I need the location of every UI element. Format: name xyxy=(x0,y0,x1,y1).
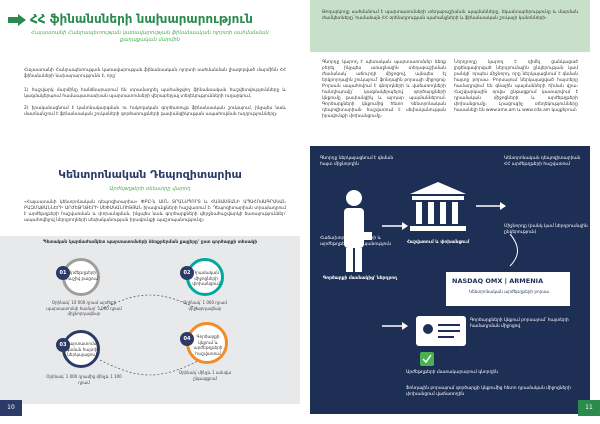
diagram-broker-desc: Գործարքների կնքում բորսայում՝ հայտերի համադրման միջոցով xyxy=(470,318,569,329)
step-1-number: 01 xyxy=(56,266,70,280)
diagram-bottom-1: Արժեթղթերի մատակարարում գնորդին xyxy=(406,370,498,375)
step-2-label: Դրամական միջոցների փոխանցում xyxy=(192,270,220,286)
right-page xyxy=(300,0,600,424)
column-left-text: Գնորդը կարող է պետական պարտատոմսեր ձեռք բերել ինչպես առաջնային տեղաբաշխման ժամանակ՝ աճուրդի միջոցով, այնպես էլ երկրորդային շուկայում՝ ֆոնդային բորսայի միջոցով։ Բորսան ապահովում է գնորդների և վաճառողների հանդիպումը՝ կազմակերպելով գործարքների կնքումը թափանցիկ և արդար պայմաններում։ Գործարքների կնքումից հետո Կենտրոնական դեպոզիտարիան հաշվառում է սեփականության իրավունքի փոխանցումը։ xyxy=(322,60,446,119)
section-subtitle: Արժեթղթերի ռեեստրը վարող xyxy=(109,186,191,192)
page-title: ՀՀ ֆինանսների նախարարություն xyxy=(30,12,253,26)
point-1-paragraph: 1) հաշվարկ մարմինը հանձնարարում են տրամադրել պահանջվող ֆինանսական հաշվետվությունները և կազմակերպում համապատասխան պարտատոմսերի վերաբերյալ տեղեկությունների ուղարկում, xyxy=(24,88,286,99)
diagram-broker-label: Միջնորդը (բանկ կամ ներդրումային ընկերություն) xyxy=(504,224,588,235)
certificate-icon xyxy=(416,316,466,346)
page-number-left: 10 xyxy=(0,400,22,416)
step-3-label: Պարտատոմսի գնման հայտի ներկայացում xyxy=(66,341,99,357)
step-1-note: Օրինակ՝ 10 000 դրամ արժեքի պարտատոմսի համար՝ 5 000 դրամ միջնորդավճար xyxy=(46,300,122,316)
diagram-buyer-mid: Հաճախորդի միջոցների և արժեթղթերի պահպանություն xyxy=(320,236,392,247)
top-panel-text: Թողարկողը սահմանում է պարտատոմսերի տեղաբաշխման պայմանները, եկամտաբերությունը և մարման ժամկետները՝ համաձայն ՀՀ օրենսդրության պահանջների և ֆինանսական շուկայի կանոնների։ xyxy=(322,10,578,21)
diagram-cda-mid: Հաշվառում և փոխանցում xyxy=(406,240,470,245)
section-body: «Հայաստանի կենտրոնական դեպոզիտարիա» ՓԲԸ-ն ԱՄՆ ՏՐԱՆՍՊՈՐՏ և ՀԱՅԱՍՏԱՆԻ ԱՊԱՀՈՎԱԳՐԱԿԱՆ ԲԱԶՄԱՔԱՆՆԵՐԻ ԱՐԺԵԹՂԹԵՐԻ ՍԵՓԱԿԱՆՈՒԹՅԱՆ իրավունքների հաշվառում է։ Դեպոզիտարիան տրամադրում է արժեթղթերի հաշվառման և փոխանցման, ինչպես նաև գործարքների վերջնահաշվարկի ծառայություններ՝ ապահովելով ներդրողների սեփականության իրավունքի պաշտպանությունը։ xyxy=(24,200,286,223)
steps-connector xyxy=(0,250,300,410)
nasdaq-caption: Կենտրոնական արժեթղթերի բորսա xyxy=(468,289,550,294)
step-4-number: 04 xyxy=(180,332,194,346)
nasdaq-logo: NASDAQ OMX | ARMENIA xyxy=(452,277,544,285)
steps-heading: Պետական կարճաժամկետ պարտատոմսերի ձեռքբերման քայլերը՝ ըստ գործարքի տեսակի xyxy=(42,240,258,245)
check-icon xyxy=(420,352,434,366)
step-3-number: 03 xyxy=(56,338,70,352)
section-title: Կենտրոնական Դեպոզիտարիա xyxy=(58,168,242,181)
step-4-note: Օրինակ՝ մինչև 1 ամսվա ընթացքում xyxy=(178,370,232,381)
diagram-buyer-label: Գործարքի մասնակից՝ ներդրող xyxy=(323,276,397,281)
diagram-bottom-2: Ֆոնդային բորսայում գործարքի կնքումից հետո դրամական միջոցների փոխանցում վաճառողին xyxy=(406,386,571,397)
person-icon xyxy=(344,190,372,272)
point-2-paragraph: 2) իրականացնում է կանոնակարգման ու հսկողական գործառույթ ֆինանսական շուկայում, ինչպես նաև մատնանշում է ֆինանսական շուկաների գործառույթների թափանցիկության ապահովման ուղղությունները։ xyxy=(24,106,286,117)
intro-paragraph: Հայաստանի Հանրապետության կառավարության ֆինանսական ոլորտի սահմանման լիազորված մարմինն ՀՀ ֆինանսների նախարարությունն է, որը՝ xyxy=(24,68,286,79)
bank-icon xyxy=(410,182,466,231)
arrow-right-icon xyxy=(8,14,26,26)
step-3-note: Օրինակ՝ 1 000 դրամից մինչև 1 100 դրամ xyxy=(46,374,122,385)
step-2-number: 02 xyxy=(180,266,194,280)
page-subtitle: Հայաստանի Հանրապետության կառավարության ֆինանսական ոլորտի սահմանման քաղաքական մարմին xyxy=(31,30,269,43)
step-1-label: Արժեթղթերի հաշիվ բացում xyxy=(66,270,98,281)
column-right-text: Ներդրողը կարող է դիմել ցանկացած լիցենզավորված ներդրումային ընկերության կամ բանկի՝ որպես միջնորդ, որը ներկայացնում է գնման հայտը բորսա։ Բորսայում ներկայացված հայտերը համադրվում են գնային պայմանների հիման վրա։ Հաշվարկային օրվա ընթացքում կատարվում է դրամական միջոցների և արժեթղթերի փոխանցումը։ Լրացուցիչ տեղեկությունները հասանելի են www.amx.am և www.cda.am կայքերում։ xyxy=(454,60,578,113)
page-number-right: 11 xyxy=(578,400,600,416)
diagram-cda-top: Կենտրոնական դեպոզիտարիան ՀՀ արժեթղթերի հաշվառում xyxy=(504,156,581,167)
diagram-buyer-top: Գնորդը ներկայացնում է գնման հայտ միջնորդին xyxy=(320,156,394,167)
step-2-note: Օրինակ՝ 1 000 դրամ միջնորդավճար xyxy=(183,300,227,311)
step-4-label: Գործարքի կնքում և արժեթղթերի հաշվառում xyxy=(193,334,223,356)
top-green-panel xyxy=(310,0,590,52)
